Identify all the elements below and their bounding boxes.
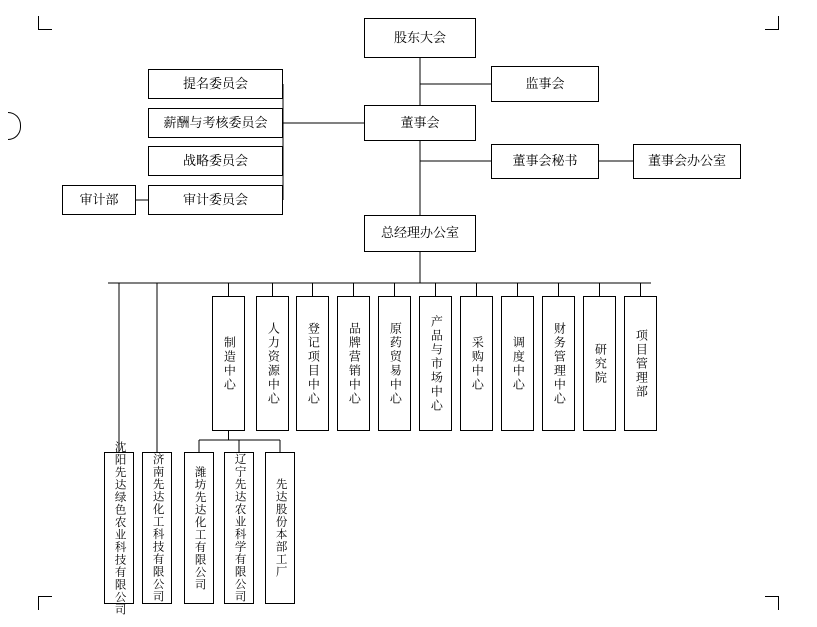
department-label: 产品与市场中心 bbox=[429, 314, 444, 413]
subsidiary-label: 济南先达化工科技有限公司 bbox=[151, 453, 164, 603]
department-label: 人力资源中心 bbox=[266, 321, 281, 406]
subsidiary-node-1[interactable] bbox=[104, 440, 134, 616]
department-node-9[interactable] bbox=[542, 296, 575, 431]
node-board-office[interactable]: 董事会办公室 bbox=[633, 144, 741, 179]
subsidiary-label: 沈阳先达绿色农业科技有限公司 bbox=[113, 440, 126, 616]
subsidiary-label: 辽宁先达农业科学有限公司 bbox=[233, 453, 246, 603]
department-label: 登记项目中心 bbox=[306, 321, 321, 406]
node-gm-office[interactable]: 总经理办公室 bbox=[364, 215, 476, 252]
node-audit-department[interactable]: 审计部 bbox=[62, 185, 136, 215]
department-node-10[interactable] bbox=[583, 296, 616, 431]
department-node-8[interactable] bbox=[501, 296, 534, 431]
department-node-7[interactable] bbox=[460, 296, 493, 431]
node-shareholders-meeting[interactable]: 股东大会 bbox=[364, 18, 476, 58]
department-node-6[interactable] bbox=[419, 296, 452, 431]
department-node-1[interactable] bbox=[212, 296, 245, 431]
department-label: 采购中心 bbox=[470, 335, 485, 392]
subsidiary-label: 先达股份本部工厂 bbox=[274, 478, 287, 578]
department-label: 制造中心 bbox=[222, 335, 237, 392]
subsidiary-label: 潍坊先达化工有限公司 bbox=[193, 465, 206, 591]
subsidiary-node-2[interactable] bbox=[142, 452, 172, 604]
department-label: 原药贸易中心 bbox=[388, 321, 403, 406]
department-label: 调度中心 bbox=[511, 335, 526, 392]
node-board-of-directors[interactable]: 董事会 bbox=[364, 105, 476, 141]
department-label: 品牌营销中心 bbox=[347, 321, 362, 406]
node-supervisory-board[interactable]: 监事会 bbox=[491, 66, 599, 102]
node-board-secretary[interactable]: 董事会秘书 bbox=[491, 144, 599, 179]
node-strategy-committee[interactable]: 战略委员会 bbox=[148, 146, 283, 176]
department-node-4[interactable] bbox=[337, 296, 370, 431]
department-label: 研究院 bbox=[593, 342, 608, 385]
subsidiary-node-4[interactable] bbox=[224, 452, 254, 604]
department-label: 财务管理中心 bbox=[552, 321, 567, 406]
subsidiary-node-5[interactable] bbox=[265, 452, 295, 604]
node-nomination-committee[interactable]: 提名委员会 bbox=[148, 69, 283, 99]
department-node-2[interactable] bbox=[256, 296, 289, 431]
department-node-11[interactable] bbox=[624, 296, 657, 431]
department-node-3[interactable] bbox=[296, 296, 329, 431]
node-remuneration-committee[interactable]: 薪酬与考核委员会 bbox=[148, 108, 283, 138]
subsidiary-node-3[interactable] bbox=[184, 452, 214, 604]
node-audit-committee[interactable]: 审计委员会 bbox=[148, 185, 283, 215]
department-label: 项目管理部 bbox=[634, 328, 649, 399]
department-node-5[interactable] bbox=[378, 296, 411, 431]
